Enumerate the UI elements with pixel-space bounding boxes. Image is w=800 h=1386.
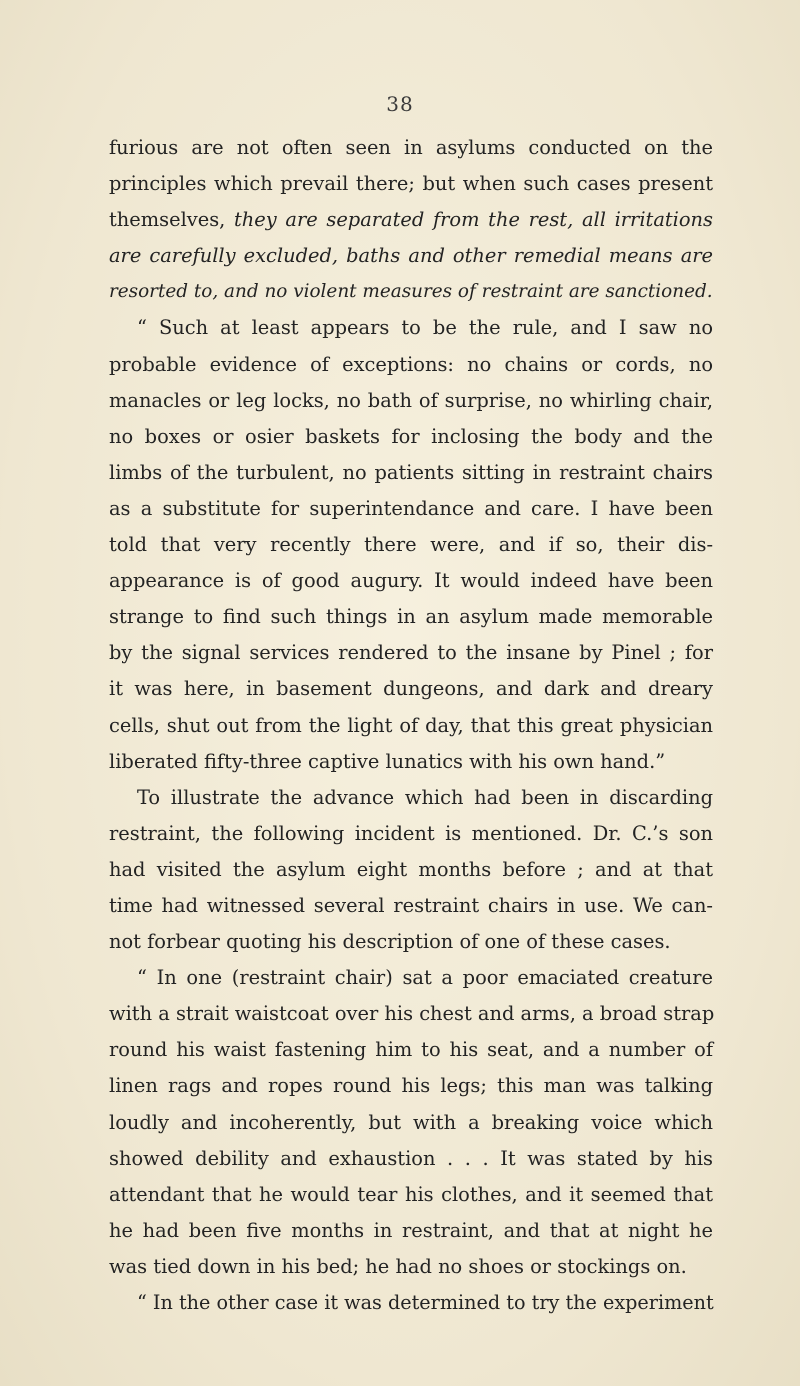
text-line xyxy=(109,924,713,960)
italic-text-segment: are carefully excluded, baths and other remedial means are xyxy=(109,244,713,268)
text-segment: attendant that he would tear his clothes, and it seemed that xyxy=(109,1182,713,1206)
text-segment: showed debility and exhaustion . . . It was stated by his xyxy=(109,1146,713,1170)
text-line xyxy=(109,274,713,310)
text-segment: he had been five months in restraint, and that at night he xyxy=(109,1218,713,1242)
italic-text-segment: they are separated from the rest, all irritations xyxy=(234,208,713,232)
text-segment: it was here, in basement dungeons, and dark and dreary xyxy=(109,677,713,701)
text-line xyxy=(109,347,713,383)
text-segment: as a substitute for superintendance and care. I have been xyxy=(109,496,713,520)
body-text xyxy=(109,130,713,1321)
text-line xyxy=(109,960,713,996)
text-line xyxy=(109,383,713,419)
text-segment: liberated fifty-three captive lunatics with his own hand.” xyxy=(109,749,666,773)
text-segment: “ In one (restraint chair) sat a poor emaciated creature xyxy=(137,966,713,990)
text-line xyxy=(109,130,713,166)
text-line xyxy=(109,455,713,491)
text-segment: no boxes or osier baskets for inclosing the body and the xyxy=(109,424,713,448)
page-number: 38 xyxy=(386,92,414,116)
italic-text-segment: resorted to, and no violent measures of restraint are sanctioned. xyxy=(109,281,713,303)
text-segment: restraint, the following incident is mentioned. Dr. C.’s son xyxy=(109,821,713,845)
text-segment: was tied down in his bed; he had no shoes or stockings on. xyxy=(109,1254,687,1278)
text-segment: To illustrate the advance which had been in discarding xyxy=(137,785,713,809)
text-line xyxy=(109,202,713,238)
text-line xyxy=(109,166,713,202)
text-segment: principles which prevail there; but when such cases present xyxy=(109,172,713,196)
text-segment: furious are not often seen in asylums conducted on the xyxy=(109,136,713,159)
text-segment: probable evidence of exceptions: no chains or cords, no xyxy=(109,352,713,376)
text-line xyxy=(109,1068,713,1104)
text-segment: with a strait waistcoat over his chest and arms, a broad strap xyxy=(109,1002,715,1026)
text-segment: time had witnessed several restraint chairs in use. We can- xyxy=(109,893,713,917)
text-line xyxy=(109,599,713,635)
text-segment: had visited the asylum eight months before ; and at that xyxy=(109,857,713,881)
text-line xyxy=(109,491,713,527)
text-line xyxy=(109,238,713,274)
text-line xyxy=(109,1285,713,1321)
text-line xyxy=(109,1105,713,1141)
text-line xyxy=(109,1249,713,1285)
text-segment: “ In the other case it was determined to try the experiment xyxy=(137,1291,714,1314)
text-segment: loudly and incoherently, but with a breaking voice which xyxy=(109,1110,713,1134)
text-line xyxy=(109,708,713,744)
text-line xyxy=(109,671,713,707)
text-line xyxy=(109,1213,713,1249)
text-segment: themselves, xyxy=(109,208,234,232)
text-line xyxy=(109,310,713,346)
text-segment: appearance is of good augury. It would indeed have been xyxy=(109,569,713,593)
text-segment: “ Such at least appears to be the rule, and I saw no xyxy=(137,316,713,340)
text-line xyxy=(109,1177,713,1213)
text-line xyxy=(109,1141,713,1177)
text-line xyxy=(109,1032,713,1068)
text-segment: by the signal services rendered to the insane by Pinel ; for xyxy=(109,641,713,665)
text-line xyxy=(109,527,713,563)
text-line xyxy=(109,816,713,852)
text-line xyxy=(109,852,713,888)
text-line xyxy=(109,996,713,1032)
text-line xyxy=(109,563,713,599)
text-line xyxy=(109,744,713,780)
text-segment: strange to find such things in an asylum made memorable xyxy=(109,605,713,629)
text-segment: round his waist fastening him to his seat, and a number of xyxy=(109,1038,713,1062)
text-line xyxy=(109,419,713,455)
text-line xyxy=(109,780,713,816)
text-line xyxy=(109,888,713,924)
text-segment: manacles or leg locks, no bath of surprise, no whirling chair, xyxy=(109,388,713,412)
text-segment: not forbear quoting his description of one of these cases. xyxy=(109,930,671,954)
text-segment: told that very recently there were, and if so, their dis- xyxy=(109,533,713,557)
text-line xyxy=(109,635,713,671)
text-segment: cells, shut out from the light of day, that this great physician xyxy=(109,713,713,737)
text-segment: limbs of the turbulent, no patients sitting in restraint chairs xyxy=(109,460,713,484)
text-segment: linen rags and ropes round his legs; this man was talking xyxy=(109,1074,713,1098)
